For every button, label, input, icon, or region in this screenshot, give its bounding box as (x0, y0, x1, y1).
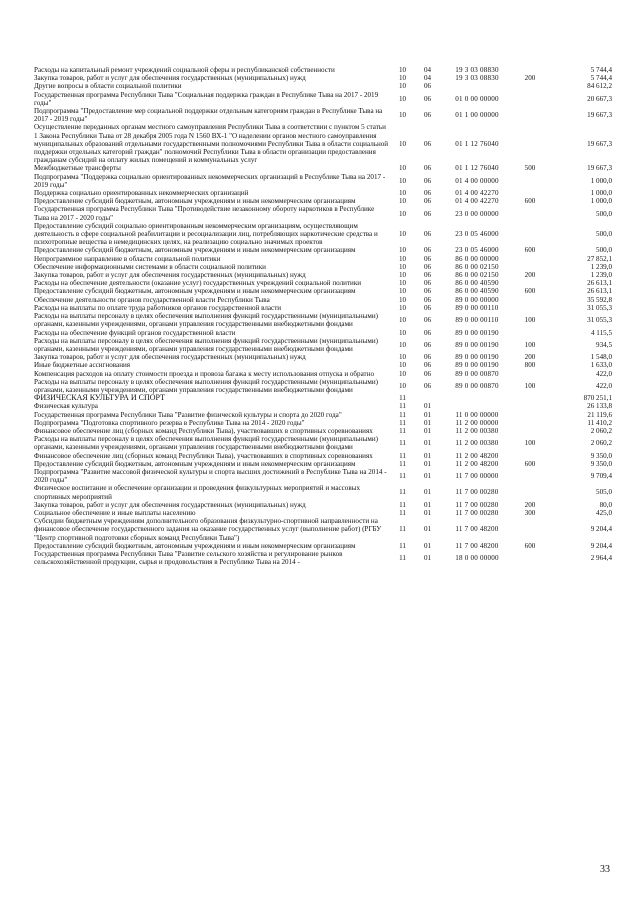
row-subsection-code: 01 (423, 402, 432, 411)
table-row (34, 411, 612, 419)
row-expense-type: 600 (524, 197, 536, 206)
row-expense-type: 600 (524, 287, 536, 296)
row-amount: 500,0 (596, 230, 612, 239)
row-subsection-code: 06 (423, 189, 432, 198)
row-subsection-code: 06 (423, 303, 432, 312)
row-name: Государственная программа Республики Тыва "Развитие физической культуры и спорта до 2020 года" (34, 410, 342, 419)
row-expense-type (514, 222, 546, 247)
row-target-article: 89 0 00 00190 (455, 361, 499, 370)
row-amount: 21 119,6 (587, 410, 612, 419)
row-section-code: 10 (398, 189, 407, 198)
row-subsection-code: 06 (423, 353, 432, 362)
row-subsection-code: 06 (423, 381, 432, 390)
row-section-code: 10 (398, 209, 407, 218)
row-expense-type (514, 427, 546, 435)
row-subsection-code: 01 (423, 500, 432, 509)
row-expense-type (514, 296, 546, 304)
table-row (34, 517, 612, 542)
row-target-article: 11 7 00 00280 (455, 508, 499, 517)
row-section-code: 11 (399, 541, 406, 550)
row-amount: 35 592,8 (587, 295, 612, 304)
row-expense-type (514, 279, 546, 287)
row-section-code: 11 (399, 394, 406, 403)
section-row (34, 394, 612, 402)
row-section-code: 11 (399, 439, 406, 448)
row-section-code: 11 (399, 451, 406, 460)
row-amount: 31 055,3 (587, 316, 612, 325)
row-subsection-code: 06 (423, 271, 432, 280)
row-expense-type (514, 468, 546, 484)
row-target-article: 89 0 00 00870 (455, 381, 499, 390)
row-subsection-code: 01 (423, 525, 432, 534)
row-name: Обеспечение деятельности органов государственной власти Республики Тыва (34, 295, 270, 304)
row-name: Финансовое обеспечение лиц (сборных команд Республики Тыва), участвовавших в спортивных соревнованиях (34, 451, 373, 460)
row-target-article: 01 0 00 00000 (455, 94, 499, 103)
row-name: Межбюджетные трансферты (34, 164, 121, 173)
row-subsection-code: 06 (423, 197, 432, 206)
row-name: Расходы на обеспечение деятельности (оказание услуг) государственных учреждений социальной политики (34, 279, 362, 288)
row-amount: 9 204,4 (590, 541, 612, 550)
row-section-code: 11 (399, 525, 406, 534)
row-amount: 26 133,8 (587, 402, 612, 411)
row-section-code: 10 (398, 82, 407, 91)
row-name: Компенсация расходов на оплату стоимости проезда и провоза багажа к месту использования отпуска и обратно (34, 369, 374, 378)
table-row (34, 197, 612, 205)
row-target-article: 89 0 00 00870 (455, 369, 499, 378)
row-section-code: 10 (398, 164, 407, 173)
row-subsection-code: 06 (423, 139, 432, 148)
row-target-article: 23 0 05 46000 (455, 230, 499, 239)
row-section-code: 11 (399, 508, 406, 517)
table-row (34, 205, 612, 221)
row-subsection-code: 01 (423, 451, 432, 460)
row-subsection-code: 06 (423, 111, 432, 120)
row-section-code: 10 (398, 66, 407, 74)
row-expense-type (514, 255, 546, 263)
row-expense-type: 200 (524, 353, 536, 362)
row-name: Расходы на выплаты персоналу в целях обеспечения выполнения функций государственными (муниципальными) органами, казенными учреждениями, органами управления государственными внебюджетными фондами (34, 336, 379, 353)
row-amount: 20 667,3 (587, 94, 612, 103)
row-subsection-code: 01 (423, 439, 432, 448)
row-target-article: 11 2 00 00380 (455, 439, 499, 448)
row-expense-type (514, 419, 546, 427)
table-row (34, 91, 612, 107)
row-section-code: 10 (398, 361, 407, 370)
table-row (34, 484, 612, 500)
row-name: Государственная программа Республики Тыва "Противодействие незаконному обороту наркотиков в Республике Тыва на 2017 - 2020 годы" (34, 205, 375, 222)
row-subsection-code: 06 (423, 361, 432, 370)
row-expense-type (514, 411, 546, 419)
table-row (34, 509, 612, 517)
table-row (34, 435, 612, 451)
row-name: Подпрограмма "Развитие массовой физической культуры и спорта высших достижений в Республике Тыва на 2014 - 2020 годы" (34, 467, 387, 485)
page-number: 33 (600, 864, 610, 875)
row-section-code: 10 (398, 246, 407, 255)
row-expense-type (514, 123, 546, 164)
row-target-article: 11 2 00 48200 (455, 459, 499, 468)
row-name: Закупка товаров, работ и услуг для обеспечения государственных (муниципальных) нужд (34, 271, 306, 280)
row-expense-type: 600 (524, 459, 536, 468)
row-expense-type (514, 517, 546, 542)
table-row (34, 107, 612, 123)
row-subsection-code (415, 394, 440, 402)
row-expense-type: 200 (524, 74, 536, 83)
row-subsection-code: 06 (423, 328, 432, 337)
table-row (34, 370, 612, 378)
row-name: Иные бюджетные ассигнования (34, 361, 131, 370)
row-name: Предоставление субсидий бюджетным, автономным учреждениям и иным некоммерческим организациям (34, 459, 356, 468)
row-name: Обеспечение информационными системами в области социальной политики (34, 262, 266, 271)
row-amount: 422,0 (596, 381, 612, 390)
row-expense-type (514, 304, 546, 312)
table-row (34, 74, 612, 82)
row-amount: 5 744,4 (590, 74, 612, 83)
row-subsection-code: 06 (423, 209, 432, 218)
row-target-article: 89 0 00 00190 (455, 353, 499, 362)
row-subsection-code: 06 (423, 164, 432, 173)
table-row (34, 246, 612, 254)
row-amount: 1 000,0 (590, 176, 612, 185)
row-name: Закупка товаров, работ и услуг для обеспечения государственных (муниципальных) нужд (34, 74, 306, 83)
row-subsection-code: 06 (423, 254, 432, 263)
row-section-code: 11 (399, 472, 406, 481)
row-amount: 422,0 (596, 369, 612, 378)
row-name: Предоставление субсидий социально ориентированным некоммерческим организациям, осуществляющим деятельность в сфере социальной реабилитации и ресоциализации лиц, потребляющих наркотические средства и психотропные вещества в немедицинских целях, на реализацию социально значимых проектов (34, 221, 378, 247)
table-row (34, 164, 612, 172)
table-row (34, 542, 612, 550)
table-row (34, 452, 612, 460)
row-subsection-code: 01 (423, 418, 432, 427)
row-expense-type (514, 107, 546, 123)
row-target-article: 01 4 00 42270 (455, 197, 499, 206)
row-amount: 9 350,0 (590, 451, 612, 460)
row-subsection-code: 06 (423, 316, 432, 325)
table-row (34, 501, 612, 509)
row-target-article: 89 0 00 00000 (455, 295, 499, 304)
row-expense-type (514, 394, 546, 402)
row-target-article: 86 0 00 00000 (455, 254, 499, 263)
row-amount: 2 060,2 (590, 439, 612, 448)
row-target-article: 01 4 00 42270 (455, 189, 499, 198)
row-name: Предоставление субсидий бюджетным, автономным учреждениям и иным некоммерческим организациям (34, 197, 356, 206)
row-target-article: 01 1 12 76040 (455, 164, 499, 173)
table-row (34, 271, 612, 279)
row-target-article: 19 3 03 08830 (455, 66, 499, 74)
row-name: Финансовое обеспечение лиц (сборных команд Республики Тыва), участвовавших в спортивных соревнованиях (34, 426, 373, 435)
table-row (34, 329, 612, 337)
row-subsection-code: 06 (423, 262, 432, 271)
row-target-article: 18 0 00 00000 (455, 554, 499, 563)
row-section-code: 10 (398, 111, 407, 120)
row-section-code: 10 (398, 74, 407, 83)
row-subsection-code: 06 (423, 369, 432, 378)
row-name: Подпрограмма "Подготовка спортивного резерва в Республике Тыва на 2014 - 2020 годы" (34, 418, 305, 427)
table-row (34, 123, 612, 164)
row-amount: 500,0 (596, 246, 612, 255)
table-row (34, 361, 612, 369)
table-row (34, 419, 612, 427)
row-amount: 934,5 (596, 340, 612, 349)
row-amount: 1 000,0 (590, 197, 612, 206)
row-name: Осуществление переданных органам местного самоуправления Республики Тыва в соответствии с пунктом 5 статьи 1 Закона Республики Тыва от 28 декабря 2005 года N 1560 ВХ-1 "О наделении органов местного самоуправления муниципальных образований отдельными государственными полномочиями Республики Тыва в области социальной поддержки отдельных категорий граждан" полномочий Республики Тыва в области организации предоставления гражданам субсидий на оплату жилых помещений и коммунальных услуг (34, 123, 389, 165)
row-section-code: 10 (398, 328, 407, 337)
row-amount: 425,0 (596, 508, 612, 517)
row-name: Расходы на выплаты персоналу в целях обеспечения выполнения функций государственными (муниципальными) органами, казенными учреждениями, органами управления государственными внебюджетными фондами (34, 435, 379, 452)
row-name: Поддержка социально ориентированных некоммерческих организаций (34, 189, 249, 198)
row-section-code: 10 (398, 340, 407, 349)
row-amount: 2 964,4 (590, 554, 612, 563)
row-name: Расходы на капитальный ремонт учреждений социальной сферы и республиканской собственности (34, 66, 335, 74)
row-section-code: 10 (398, 197, 407, 206)
row-target-article: 01 4 00 00000 (455, 176, 499, 185)
row-amount: 19 667,3 (587, 164, 612, 173)
table-row (34, 222, 612, 247)
row-section-code: 11 (399, 459, 406, 468)
row-expense-type (514, 550, 546, 566)
row-target-article: 11 2 00 00380 (455, 426, 499, 435)
row-target-article: 23 0 00 00000 (455, 209, 499, 218)
row-expense-type: 200 (524, 500, 536, 509)
row-target-article: 23 0 05 46000 (455, 246, 499, 255)
row-amount: 9 204,4 (590, 525, 612, 534)
row-expense-type (514, 66, 546, 74)
row-section-code: 10 (398, 176, 407, 185)
row-section-code: 11 (399, 426, 406, 435)
row-expense-type: 600 (524, 246, 536, 255)
row-section-code: 10 (398, 303, 407, 312)
row-subsection-code: 01 (423, 410, 432, 419)
row-target-article: 89 0 00 00110 (455, 303, 499, 312)
row-name: Расходы на выплаты персоналу в целях обеспечения выполнения функций государственными (муниципальными) органами, казенными учреждениями, органами управления государственными внебюджетными фондами (34, 377, 379, 394)
row-amount: 19 667,3 (587, 139, 612, 148)
row-expense-type (514, 263, 546, 271)
row-subsection-code: 06 (423, 295, 432, 304)
row-section-code: 10 (398, 381, 407, 390)
row-expense-type: 800 (524, 361, 536, 370)
table-row (34, 353, 612, 361)
row-amount: 1 239,0 (590, 271, 612, 280)
row-expense-type (514, 205, 546, 221)
row-expense-type (514, 452, 546, 460)
row-target-article: 11 7 00 00280 (455, 488, 499, 497)
row-amount: 9 350,0 (590, 459, 612, 468)
row-target-article: 11 7 00 48200 (455, 525, 499, 534)
budget-table (34, 66, 612, 566)
row-amount: 84 612,2 (587, 82, 612, 91)
row-section-code: 11 (399, 410, 406, 419)
row-section-code: 11 (399, 500, 406, 509)
row-expense-type (514, 173, 546, 189)
row-section-code: 10 (398, 254, 407, 263)
row-name: Расходы на выплаты по оплате труда работников органов государственной власти (34, 303, 282, 312)
row-amount: 27 852,1 (587, 254, 612, 263)
table-row (34, 173, 612, 189)
row-subsection-code: 01 (423, 459, 432, 468)
row-target-article: 01 1 12 76040 (455, 139, 499, 148)
row-target-article: 11 0 00 00000 (455, 410, 499, 419)
row-target-article (440, 82, 514, 90)
row-target-article (440, 402, 514, 410)
row-name: Другие вопросы в области социальной политики (34, 82, 182, 91)
row-amount: 505,0 (596, 488, 612, 497)
row-amount: 5 744,4 (590, 66, 612, 74)
row-expense-type (514, 484, 546, 500)
row-expense-type (514, 402, 546, 410)
row-expense-type: 100 (524, 316, 536, 325)
row-target-article: 86 0 00 02150 (455, 271, 499, 280)
row-section-code: 10 (398, 287, 407, 296)
row-expense-type: 200 (524, 271, 536, 280)
row-section-code: 11 (399, 402, 406, 411)
table-row (34, 296, 612, 304)
row-target-article: 86 0 00 40590 (455, 279, 499, 288)
row-name: Предоставление субсидий бюджетным, автономным учреждениям и иным некоммерческим организациям (34, 541, 356, 550)
row-section-code: 10 (398, 295, 407, 304)
row-expense-type (514, 370, 546, 378)
row-subsection-code: 04 (423, 66, 432, 74)
row-amount: 870 251,1 (583, 394, 612, 403)
row-target-article: 11 7 00 00000 (455, 472, 499, 481)
row-amount: 2 060,2 (590, 426, 612, 435)
row-target-article (440, 394, 514, 402)
row-section-code: 10 (398, 353, 407, 362)
row-subsection-code: 04 (423, 74, 432, 83)
row-expense-type (514, 329, 546, 337)
row-name: Подпрограмма "Предоставление мер социальной поддержки отдельным категориям граждан в Республике Тыва на 2017 - 2019 годы" (34, 107, 383, 124)
row-subsection-code: 06 (423, 82, 432, 91)
table-row (34, 82, 612, 90)
row-subsection-code: 01 (423, 554, 432, 563)
row-name: Расходы на выплаты персоналу в целях обеспечения выполнения функций государственными (муниципальными) органами, казенными учреждениями, органами управления государственными внебюджетными фондами (34, 312, 379, 329)
row-section-code: 10 (398, 369, 407, 378)
row-name: Расходы на обеспечение функций органов государственной власти (34, 328, 236, 337)
row-amount: 1 548,0 (590, 353, 612, 362)
row-name: Предоставление субсидий бюджетным, автономным учреждениям и иным некоммерческим организациям (34, 287, 356, 296)
row-amount: 80,0 (599, 500, 612, 509)
row-amount: 500,0 (596, 209, 612, 218)
row-target-article: 89 0 00 00190 (455, 328, 499, 337)
row-name: Государственная программа Республики Тыва "Развитие сельского хозяйства и регулирование рынков сельскохозяйственной продукции, сырья и продовольствия в Республике Тыва на 2014 - (34, 549, 343, 567)
row-section-code: 10 (398, 230, 407, 239)
table-row (34, 255, 612, 263)
table-row (34, 402, 612, 410)
row-name: Непрограммное направление в области социальной политики (34, 254, 221, 263)
row-target-article: 86 0 00 02150 (455, 262, 499, 271)
table-row (34, 263, 612, 271)
table-row (34, 468, 612, 484)
row-section-code: 10 (398, 262, 407, 271)
table-row (34, 378, 612, 394)
row-subsection-code: 06 (423, 340, 432, 349)
row-subsection-code: 06 (423, 176, 432, 185)
table-row (34, 189, 612, 197)
row-target-article: 11 7 00 48200 (455, 541, 499, 550)
budget-table-body (34, 66, 612, 566)
budget-page (34, 66, 612, 566)
row-target-article: 89 0 00 00110 (455, 316, 499, 325)
row-amount: 1 000,0 (590, 189, 612, 198)
row-amount: 26 613,1 (587, 279, 612, 288)
row-target-article: 11 2 00 00000 (455, 418, 499, 427)
row-name: Субсидии бюджетным учреждениям дополнительного образования физкультурно-спортивной направленности на финансовое обеспечение государственного задания на оказание государственных услуг (выполнение работ) (РГБУ "Центр спортивной подготовки сборных команд Республики Тыва") (34, 517, 382, 542)
table-row (34, 66, 612, 74)
row-expense-type: 100 (524, 439, 536, 448)
row-amount: 1 239,0 (590, 262, 612, 271)
row-name: Государственная программа Республики Тыва "Социальная поддержка граждан в Республике Тыва на 2017 - 2019 годы" (34, 90, 379, 107)
row-expense-type (514, 91, 546, 107)
row-name: Предоставление субсидий бюджетным, автономным учреждениям и иным некоммерческим организациям (34, 246, 356, 255)
table-row (34, 279, 612, 287)
row-name: Закупка товаров, работ и услуг для обеспечения государственных (муниципальных) нужд (34, 500, 306, 509)
row-target-article: 19 3 03 08830 (455, 74, 499, 83)
row-section-code: 10 (398, 316, 407, 325)
row-target-article: 11 7 00 00280 (455, 500, 499, 509)
row-subsection-code: 06 (423, 287, 432, 296)
row-section-code: 10 (398, 94, 407, 103)
row-subsection-code: 01 (423, 426, 432, 435)
row-subsection-code: 06 (423, 246, 432, 255)
table-row (34, 287, 612, 295)
table-row (34, 304, 612, 312)
row-subsection-code: 01 (423, 488, 432, 497)
row-target-article: 89 0 00 00190 (455, 340, 499, 349)
row-expense-type: 600 (524, 541, 536, 550)
row-expense-type (514, 189, 546, 197)
row-amount: 1 633,0 (590, 361, 612, 370)
table-row (34, 312, 612, 328)
row-subsection-code: 06 (423, 279, 432, 288)
row-section-code: 10 (398, 271, 407, 280)
row-name: Закупка товаров, работ и услуг для обеспечения государственных (муниципальных) нужд (34, 353, 306, 362)
row-amount: 31 055,3 (587, 303, 612, 312)
row-subsection-code: 06 (423, 230, 432, 239)
row-expense-type: 100 (524, 381, 536, 390)
row-amount: 11 410,2 (587, 418, 612, 427)
row-name: ФИЗИЧЕСКАЯ КУЛЬТУРА И СПОРТ (34, 393, 165, 403)
row-subsection-code: 01 (423, 508, 432, 517)
row-amount: 4 115,5 (590, 328, 612, 337)
row-subsection-code: 06 (423, 94, 432, 103)
row-section-code: 10 (398, 279, 407, 288)
row-expense-type (514, 82, 546, 90)
row-subsection-code: 01 (423, 472, 432, 481)
row-section-code: 11 (399, 488, 406, 497)
row-target-article: 11 2 00 48200 (455, 451, 499, 460)
row-section-code: 10 (398, 139, 407, 148)
row-target-article: 01 1 00 00000 (455, 111, 499, 120)
row-amount: 19 667,3 (587, 111, 612, 120)
table-row (34, 550, 612, 566)
row-section-code: 11 (399, 554, 406, 563)
row-name: Физическое воспитание и обеспечение организации и проведения физкультурных мероприятий и массовых спортивных мероприятий (34, 484, 360, 501)
row-name: Социальное обеспечение и иные выплаты населению (34, 508, 196, 517)
table-row (34, 337, 612, 353)
row-subsection-code: 01 (423, 541, 432, 550)
row-expense-type: 300 (524, 508, 536, 517)
row-amount: 9 709,4 (590, 472, 612, 481)
row-expense-type: 500 (524, 164, 536, 173)
row-name: Подпрограмма "Поддержка социально ориентированных некоммерческих организаций в Республике Тыва на 2017 - 2019 годы" (34, 172, 386, 189)
row-section-code: 11 (399, 418, 406, 427)
table-row (34, 460, 612, 468)
row-target-article: 86 0 00 40590 (455, 287, 499, 296)
row-expense-type: 100 (524, 340, 536, 349)
row-name: Физическая культура (34, 402, 98, 411)
table-row (34, 427, 612, 435)
row-amount: 26 613,1 (587, 287, 612, 296)
